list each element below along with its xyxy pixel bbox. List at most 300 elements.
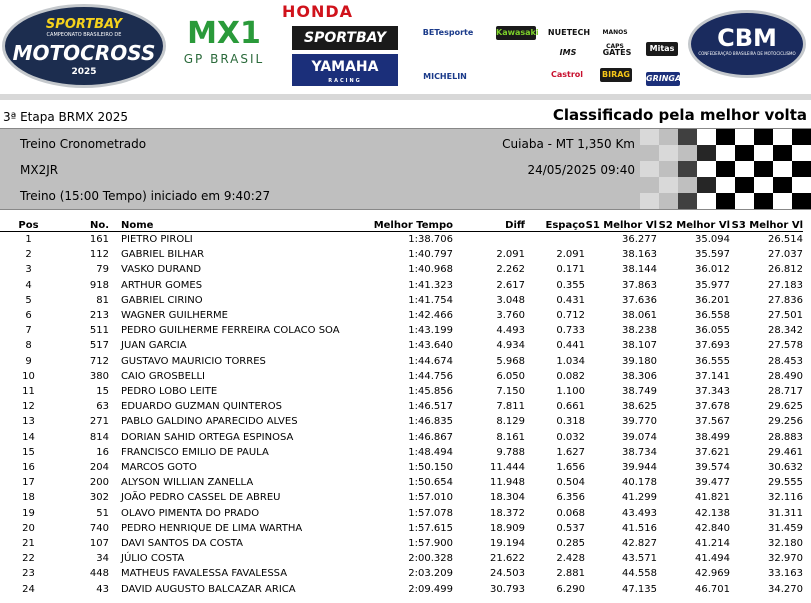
cell-s3: 31.459 — [768, 522, 803, 534]
cell-gap: 0.355 — [556, 279, 585, 291]
cell-name: OLAVO PIMENTA DO PRADO — [121, 507, 260, 519]
cell-diff: 3.048 — [496, 294, 525, 306]
cell-pos: 7 — [25, 325, 32, 337]
category-name: MX2JR — [20, 163, 59, 177]
cell-number: 161 — [89, 234, 109, 245]
cell-best-time: 1:44.756 — [408, 370, 453, 382]
flag-square — [735, 193, 754, 209]
logo-text: CAMPEONATO BRASILEIRO DE — [46, 32, 122, 38]
flag-square — [659, 145, 678, 161]
flag-square — [659, 129, 678, 145]
flag-square — [697, 129, 716, 145]
sponsor-logo: BIRAG — [600, 68, 632, 82]
cell-s1: 38.238 — [622, 325, 657, 337]
cell-name: ARTHUR GOMES — [121, 279, 203, 291]
cell-pos: 4 — [25, 279, 32, 291]
flag-square — [773, 177, 792, 193]
cell-diff: 9.788 — [496, 446, 525, 458]
cell-number: 380 — [89, 370, 109, 382]
cell-best-time: 1:46.517 — [408, 401, 453, 413]
cell-name: DAVID AUGUSTO BALCAZAR ARICA — [121, 583, 296, 595]
cell-best-time: 1:57.615 — [408, 522, 453, 534]
logo-text: CONFEDERAÇÃO BRASILEIRA DE MOTOCICLISMO — [698, 51, 796, 56]
col-gap: Espaço — [545, 219, 585, 231]
page-title: Classificado pela melhor volta — [552, 106, 807, 124]
cell-number: 81 — [96, 294, 109, 306]
table-row — [0, 232, 803, 248]
col-pos: Pos — [18, 219, 39, 231]
flag-square — [697, 193, 716, 209]
cell-pos: 13 — [22, 416, 35, 428]
cell-diff: 19.194 — [490, 538, 525, 550]
cell-s1: 38.306 — [622, 370, 657, 382]
flag-square — [659, 177, 678, 193]
cell-s1: 38.734 — [622, 446, 657, 458]
table-row — [0, 262, 803, 277]
cell-s2: 36.558 — [695, 310, 730, 322]
cell-gap: 1.656 — [556, 462, 585, 474]
cell-number: 51 — [96, 507, 109, 519]
cell-diff: 2.091 — [496, 249, 525, 261]
cell-gap: 2.881 — [556, 568, 585, 580]
logo-text: SPORTBAY — [45, 17, 123, 32]
flag-square — [773, 129, 792, 145]
cell-diff: 6.050 — [496, 370, 525, 382]
table-row — [0, 460, 803, 475]
cell-s2: 41.214 — [695, 538, 730, 550]
cell-s2: 42.969 — [695, 568, 730, 580]
cell-s2: 41.821 — [695, 492, 730, 504]
cell-name: GABRIEL BILHAR — [121, 249, 205, 261]
cell-best-time: 1:57.010 — [408, 492, 453, 504]
flag-square — [640, 161, 659, 177]
table-row — [0, 278, 803, 293]
session-datetime: 24/05/2025 09:40 — [527, 163, 635, 177]
table-row — [0, 551, 803, 566]
cell-s2: 39.477 — [695, 477, 730, 489]
cell-s2: 35.977 — [695, 279, 730, 291]
cell-s3: 33.163 — [768, 568, 803, 580]
cell-gap — [525, 232, 585, 248]
cell-pos: 17 — [22, 477, 35, 489]
cell-pos: 3 — [25, 264, 32, 276]
sportbay-motocross-logo — [2, 4, 166, 88]
cell-gap: 0.285 — [556, 538, 585, 550]
cell-pos: 12 — [22, 401, 35, 413]
track-info: Cuiaba - MT 1,350 Km — [502, 137, 635, 151]
flag-square — [640, 177, 659, 193]
cell-name: JÚLIO COSTA — [121, 553, 185, 565]
divider — [0, 209, 811, 210]
flag-square — [754, 177, 773, 193]
cell-best-time: 1:43.199 — [408, 325, 453, 337]
cell-s2: 42.840 — [695, 522, 730, 534]
cell-s3: 29.256 — [768, 416, 803, 428]
table-row — [0, 308, 803, 323]
cell-gap: 0.441 — [556, 340, 585, 352]
cell-number: 511 — [89, 325, 109, 337]
flag-square — [697, 145, 716, 161]
cell-s2: 35.597 — [695, 249, 730, 261]
flag-square — [735, 129, 754, 145]
cell-s1: 38.625 — [622, 401, 657, 413]
table-row — [0, 521, 803, 536]
sponsor-logo: BETesporte — [422, 28, 474, 37]
cell-s3: 27.836 — [768, 294, 803, 306]
sponsor-logo: IMS — [559, 48, 577, 57]
cell-s1: 44.558 — [622, 568, 657, 580]
cell-diff: 7.150 — [496, 386, 525, 398]
table-row — [0, 293, 803, 308]
flag-square — [792, 161, 811, 177]
sponsor-logo: Castrol — [550, 70, 584, 79]
cell-pos: 19 — [22, 507, 35, 519]
cell-s3: 32.180 — [768, 538, 803, 550]
cell-s2: 37.621 — [695, 446, 730, 458]
cell-gap: 6.290 — [556, 583, 585, 595]
flag-square — [678, 145, 697, 161]
cell-best-time: 1:38.706 — [408, 234, 453, 245]
col-number: No. — [89, 219, 109, 231]
cell-gap: 1.034 — [556, 355, 585, 367]
cell-name: PEDRO LOBO LEITE — [121, 386, 218, 398]
table-row — [0, 566, 803, 581]
cell-name: DORIAN SAHID ORTEGA ESPINOSA — [121, 431, 294, 443]
cell-gap: 0.712 — [556, 310, 585, 322]
cell-pos: 14 — [22, 431, 35, 443]
cell-gap: 0.733 — [556, 325, 585, 337]
cell-s3: 27.501 — [768, 310, 803, 322]
cell-s3: 29.555 — [768, 477, 803, 489]
table-row — [0, 338, 803, 353]
cell-gap: 1.100 — [556, 386, 585, 398]
cell-pos: 2 — [25, 249, 32, 261]
cell-diff: 8.129 — [496, 416, 525, 428]
cell-s1: 43.571 — [622, 553, 657, 565]
cell-number: 204 — [89, 462, 109, 474]
flag-square — [716, 193, 735, 209]
flag-square — [773, 193, 792, 209]
cell-best-time: 1:44.674 — [408, 355, 453, 367]
cell-s1: 38.107 — [622, 340, 657, 352]
cell-pos: 16 — [22, 462, 35, 474]
flag-square — [697, 177, 716, 193]
cell-s3: 26.514 — [768, 234, 803, 245]
honda-logo: HONDA — [282, 2, 354, 21]
cell-s3: 32.116 — [768, 492, 803, 504]
cell-s3: 28.453 — [768, 355, 803, 367]
flag-square — [716, 161, 735, 177]
cell-s2: 36.012 — [695, 264, 730, 276]
cell-diff: 18.304 — [490, 492, 525, 504]
cell-name: ALYSON WILLIAN ZANELLA — [121, 477, 254, 489]
cell-gap: 0.318 — [556, 416, 585, 428]
flag-square — [640, 145, 659, 161]
cell-name: GABRIEL CIRINO — [121, 294, 203, 306]
flag-square — [640, 129, 659, 145]
cell-s1: 39.074 — [622, 431, 657, 443]
cell-s3: 28.883 — [768, 431, 803, 443]
cell-diff: 8.161 — [496, 431, 525, 443]
cell-number: 34 — [96, 553, 109, 565]
cell-number: 63 — [96, 401, 109, 413]
cell-best-time: 1:40.797 — [408, 249, 453, 261]
sponsor-logo: Kawasaki — [496, 26, 536, 40]
flag-square — [697, 161, 716, 177]
cell-diff: 2.262 — [496, 264, 525, 276]
cell-diff: 4.934 — [496, 340, 525, 352]
cell-gap: 6.356 — [556, 492, 585, 504]
cell-diff: 18.372 — [490, 507, 525, 519]
cell-best-time: 2:09.499 — [408, 583, 453, 595]
table-row — [0, 384, 803, 399]
cell-diff: 21.622 — [490, 553, 525, 565]
flag-square — [716, 177, 735, 193]
cell-s1: 38.749 — [622, 386, 657, 398]
cell-s3: 26.812 — [768, 264, 803, 276]
cell-diff: 11.948 — [490, 477, 525, 489]
table-row — [0, 490, 803, 505]
cell-gap: 2.428 — [556, 553, 585, 565]
table-row — [0, 369, 803, 384]
cell-s1: 40.178 — [622, 477, 657, 489]
cell-gap: 0.431 — [556, 294, 585, 306]
checkered-flag-icon — [640, 129, 811, 209]
cell-name: FRANCISCO EMILIO DE PAULA — [121, 446, 269, 458]
flag-square — [678, 177, 697, 193]
logo-text: 2025 — [71, 67, 97, 77]
flag-square — [754, 145, 773, 161]
sponsor-logo: MANOS CAPS — [602, 29, 628, 50]
flag-square — [754, 161, 773, 177]
logo-text: MX1 — [187, 16, 261, 51]
cell-s3: 30.632 — [768, 462, 803, 474]
cell-name: PIETRO PIROLI — [121, 234, 193, 245]
cell-s2: 42.138 — [695, 507, 730, 519]
logo-text: RACING — [328, 78, 362, 84]
flag-square — [754, 193, 773, 209]
flag-square — [640, 193, 659, 209]
cell-s1: 39.944 — [622, 462, 657, 474]
col-s3: S3 Melhor Vl — [731, 219, 803, 231]
cell-s2: 37.567 — [695, 416, 730, 428]
cell-number: 43 — [96, 583, 109, 595]
flag-square — [659, 161, 678, 177]
cell-name: PEDRO HENRIQUE DE LIMA WARTHA — [121, 522, 303, 534]
cell-s2: 37.693 — [695, 340, 730, 352]
col-s1: S1 Melhor Vl — [585, 219, 657, 231]
cell-number: 112 — [89, 249, 109, 261]
sponsor-logo: GRINGA — [646, 72, 680, 86]
cell-pos: 20 — [22, 522, 35, 534]
cell-name: WAGNER GUILHERME — [121, 310, 229, 322]
cell-s3: 29.461 — [768, 446, 803, 458]
cell-s2: 37.141 — [695, 370, 730, 382]
cell-diff: 30.793 — [490, 583, 525, 595]
cell-diff — [453, 232, 525, 248]
logo-text: CBM — [717, 24, 777, 52]
cell-s2: 35.094 — [695, 234, 730, 245]
col-name: Nome — [121, 219, 154, 231]
table-row — [0, 430, 803, 445]
cell-number: 712 — [89, 355, 109, 367]
cell-diff: 18.909 — [490, 522, 525, 534]
table-header-row — [0, 219, 803, 232]
cell-best-time: 2:00.328 — [408, 553, 453, 565]
flag-square — [754, 129, 773, 145]
table-row — [0, 445, 803, 460]
table-row — [0, 506, 803, 521]
cell-s1: 39.180 — [622, 355, 657, 367]
cell-number: 814 — [89, 431, 109, 443]
flag-square — [792, 193, 811, 209]
sponsor-banner — [0, 0, 811, 100]
cell-best-time: 1:41.754 — [408, 294, 453, 306]
cell-pos: 22 — [22, 553, 35, 565]
cell-best-time: 1:57.900 — [408, 538, 453, 550]
flag-square — [735, 177, 754, 193]
flag-square — [716, 145, 735, 161]
table-row — [0, 582, 803, 597]
cell-number: 200 — [89, 477, 109, 489]
cell-s2: 36.055 — [695, 325, 730, 337]
cell-s3: 27.037 — [768, 249, 803, 261]
cell-name: VASKO DURAND — [121, 264, 202, 276]
cell-s1: 37.636 — [622, 294, 657, 306]
cell-number: 448 — [89, 568, 109, 580]
sponsor-logo: Mitas — [646, 42, 678, 56]
cell-name: CAIO GROSBELLI — [121, 370, 206, 382]
cell-diff: 3.760 — [496, 310, 525, 322]
cell-s2: 37.678 — [695, 401, 730, 413]
cell-s3: 29.625 — [768, 401, 803, 413]
cell-number: 213 — [89, 310, 109, 322]
cell-best-time: 2:03.209 — [408, 568, 453, 580]
cell-best-time: 1:50.150 — [408, 462, 453, 474]
cell-s3: 28.342 — [768, 325, 803, 337]
cell-best-time: 1:48.494 — [408, 446, 453, 458]
cell-gap: 0.537 — [556, 522, 585, 534]
cell-pos: 23 — [22, 568, 35, 580]
flag-square — [735, 161, 754, 177]
sportbay-logo: SPORTBAY — [292, 26, 398, 50]
cell-gap: 0.032 — [556, 431, 585, 443]
logo-text: GP BRASIL — [183, 52, 265, 66]
flag-square — [659, 193, 678, 209]
cell-s2: 37.343 — [695, 386, 730, 398]
cell-best-time: 1:50.654 — [408, 477, 453, 489]
event-stage: 3ª Etapa BRMX 2025 — [3, 110, 129, 124]
cell-number: 517 — [89, 340, 109, 352]
cell-pos: 10 — [22, 370, 35, 382]
cell-diff: 11.444 — [490, 462, 525, 474]
cell-pos: 24 — [22, 583, 35, 595]
logo-text: MOTOCROSS — [12, 41, 156, 65]
col-diff: Diff — [505, 219, 525, 231]
cell-name: PABLO GALDINO APARECIDO ALVES — [121, 416, 298, 428]
cell-best-time: 1:46.867 — [408, 431, 453, 443]
mx1-gp-brasil-logo — [176, 18, 272, 74]
cell-best-time: 1:45.856 — [408, 386, 453, 398]
flag-square — [773, 161, 792, 177]
cell-s1: 38.163 — [622, 249, 657, 261]
table-row — [0, 536, 803, 551]
cell-name: PEDRO GUILHERME FERREIRA COLACO SOA — [121, 325, 340, 337]
sponsor-logo: GATES — [602, 48, 632, 57]
cell-best-time: 1:42.466 — [408, 310, 453, 322]
cell-diff: 4.493 — [496, 325, 525, 337]
flag-square — [773, 145, 792, 161]
cell-number: 271 — [89, 416, 109, 428]
cell-number: 15 — [96, 386, 109, 398]
cell-number: 302 — [89, 492, 109, 504]
cell-pos: 21 — [22, 538, 35, 550]
session-start: Treino (15:00 Tempo) iniciado em 9:40:27 — [20, 189, 271, 203]
cell-diff: 2.617 — [496, 279, 525, 291]
cell-name: MARCOS GOTO — [121, 462, 197, 474]
sponsor-logo: MICHELIN — [423, 72, 467, 81]
cell-pos: 6 — [25, 310, 32, 322]
cell-s2: 41.494 — [695, 553, 730, 565]
cell-number: 79 — [96, 264, 109, 276]
cell-s1: 42.827 — [622, 538, 657, 550]
results-table — [0, 219, 803, 597]
cell-s1: 41.516 — [622, 522, 657, 534]
cell-s3: 32.970 — [768, 553, 803, 565]
cell-name: DAVI SANTOS DA COSTA — [121, 538, 243, 550]
cell-s3: 34.270 — [768, 583, 803, 595]
cell-s2: 39.574 — [695, 462, 730, 474]
flag-square — [792, 177, 811, 193]
flag-square — [678, 161, 697, 177]
sponsor-logo: NUETECH — [547, 28, 591, 37]
cell-name: EDUARDO GUZMAN QUINTEROS — [121, 401, 282, 413]
cell-pos: 1 — [25, 234, 32, 245]
cell-s3: 28.717 — [768, 386, 803, 398]
cell-best-time: 1:40.968 — [408, 264, 453, 276]
cell-best-time: 1:57.078 — [408, 507, 453, 519]
cell-pos: 8 — [25, 340, 32, 352]
cell-diff: 7.811 — [496, 401, 525, 413]
cell-s3: 31.311 — [768, 507, 803, 519]
table-row — [0, 354, 803, 369]
cell-s3: 28.490 — [768, 370, 803, 382]
table-row — [0, 399, 803, 414]
cell-name: JOÃO PEDRO CASSEL DE ABREU — [121, 492, 281, 504]
cell-s1: 43.493 — [622, 507, 657, 519]
flag-square — [678, 193, 697, 209]
cell-pos: 9 — [25, 355, 32, 367]
cell-name: JUAN GARCIA — [121, 340, 187, 352]
cell-gap: 0.068 — [556, 507, 585, 519]
cell-s1: 47.135 — [622, 583, 657, 595]
flag-square — [716, 129, 735, 145]
cell-gap: 2.091 — [556, 249, 585, 261]
cell-s2: 38.499 — [695, 431, 730, 443]
cell-gap: 0.082 — [556, 370, 585, 382]
cell-diff: 24.503 — [490, 568, 525, 580]
cell-gap: 0.504 — [556, 477, 585, 489]
cell-number: 16 — [96, 446, 109, 458]
col-best-time: Melhor Tempo — [373, 219, 453, 231]
cell-s1: 38.061 — [622, 310, 657, 322]
flag-square — [735, 145, 754, 161]
yamaha-logo — [292, 54, 398, 86]
cell-pos: 18 — [22, 492, 35, 504]
session-name: Treino Cronometrado — [20, 137, 147, 151]
cell-gap: 0.661 — [556, 401, 585, 413]
cell-s1: 36.277 — [622, 234, 657, 245]
